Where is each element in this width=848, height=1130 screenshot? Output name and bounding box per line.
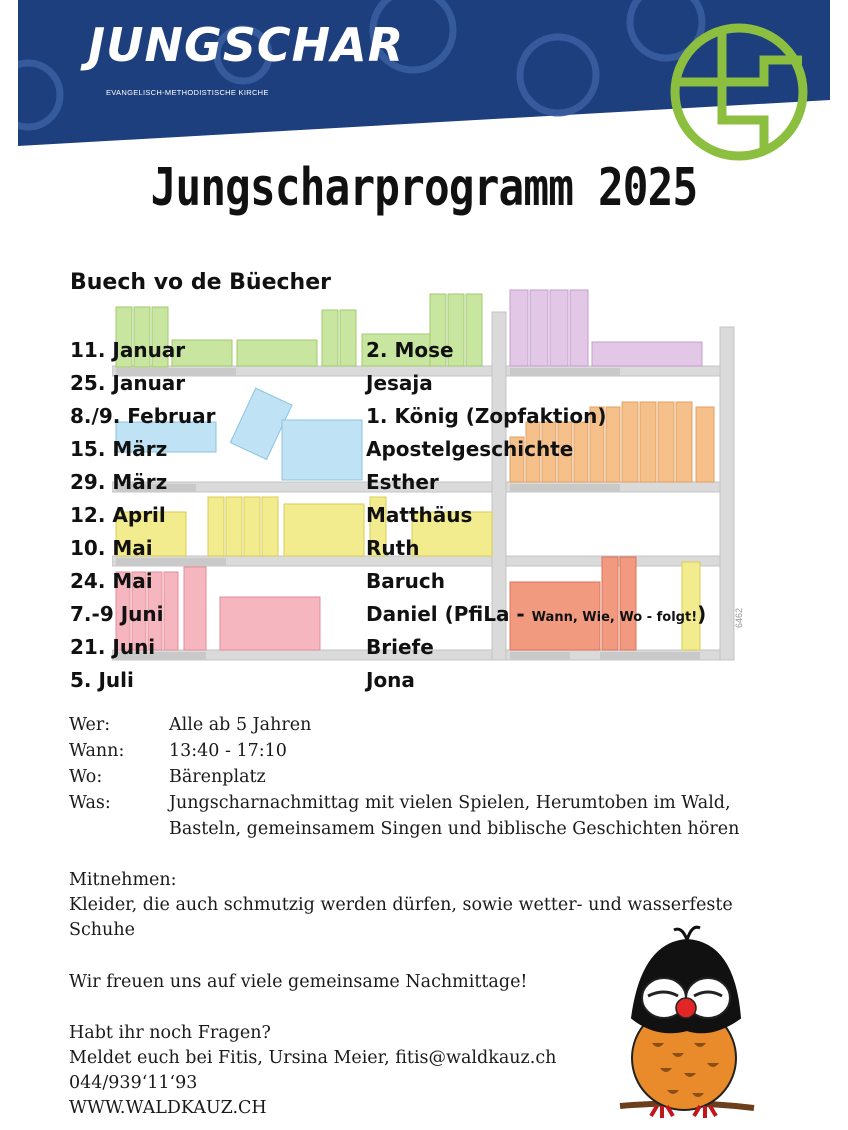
- schedule-topic: Jesaja: [366, 371, 433, 395]
- schedule-date: 8./9. Februar: [70, 404, 216, 428]
- image-number: 6462: [734, 607, 744, 628]
- schedule-topic: 2. Mose: [366, 338, 454, 362]
- contact-line: Meldet euch bei Fitis, Ursina Meier, fitis@waldkauz.ch: [69, 1048, 557, 1068]
- info-label: Wer:: [69, 715, 111, 735]
- closing-text: Wir freuen uns auf viele gemeinsame Nachmittage!: [69, 972, 528, 992]
- bring-line-1: Kleider, die auch schmutzig werden dürfen, sowie wetter- und wasserfeste: [69, 895, 733, 915]
- schedule-date: 29. März: [70, 470, 168, 494]
- info-value: Alle ab 5 Jahren: [169, 715, 312, 735]
- schedule-topic: Esther: [366, 470, 439, 494]
- schedule-topic-main: Daniel (PfiLa -: [366, 602, 532, 626]
- schedule-date: 5. Juli: [70, 668, 134, 692]
- schedule-topic: 1. König (Zopfaktion): [366, 404, 607, 428]
- contact-phone: 044/939‘11‘93: [69, 1073, 198, 1093]
- schedule-row: [70, 569, 770, 602]
- schedule-date: 12. April: [70, 503, 166, 527]
- schedule-date: 25. Januar: [70, 371, 186, 395]
- logo-subtitle: EVANGELISCH-METHODISTISCHE KIRCHE: [106, 88, 269, 97]
- contact-question: Habt ihr noch Fragen?: [69, 1023, 271, 1043]
- schedule-date: 21. Juni: [70, 635, 156, 659]
- schedule-topic: Apostelgeschichte: [366, 437, 574, 461]
- info-value: 13:40 - 17:10: [169, 741, 287, 761]
- info-value: Bärenplatz: [169, 767, 266, 787]
- schedule-topic: Jona: [366, 668, 415, 692]
- schedule-row: [70, 503, 770, 536]
- info-value-continued: Basteln, gemeinsamem Singen und biblische Geschichten hören: [169, 819, 740, 839]
- schedule-topic: Matthäus: [366, 503, 473, 527]
- schedule-row: [70, 602, 770, 635]
- info-label: Was:: [69, 793, 111, 813]
- contact-website: WWW.WALDKAUZ.CH: [69, 1098, 267, 1118]
- schedule-row: [70, 470, 770, 503]
- schedule-topic-end: ): [697, 602, 707, 626]
- schedule-row: [70, 338, 770, 371]
- schedule-date: 24. Mai: [70, 569, 153, 593]
- schedule-date: 11. Januar: [70, 338, 186, 362]
- owl-mascot-icon: [612, 918, 762, 1123]
- schedule-topic: Ruth: [366, 536, 420, 560]
- schedule-date: 15. März: [70, 437, 168, 461]
- bring-heading: Mitnehmen:: [69, 870, 177, 890]
- schedule-topic: [366, 602, 706, 626]
- schedule-date: 10. Mai: [70, 536, 153, 560]
- schedule-row: [70, 635, 770, 668]
- program-subtitle: Buech vo de Büecher: [70, 270, 331, 295]
- schedule-topic-note: Wann, Wie, Wo - folgt!: [531, 610, 698, 625]
- schedule-row: [70, 404, 770, 437]
- schedule-row: [70, 536, 770, 569]
- schedule-topic: Baruch: [366, 569, 445, 593]
- info-value: Jungscharnachmittag mit vielen Spielen, Herumtoben im Wald,: [169, 793, 731, 813]
- cross-in-circle-icon: [664, 20, 814, 165]
- schedule-list: [70, 338, 770, 701]
- bring-line-2: Schuhe: [69, 920, 135, 940]
- schedule-date: 7.-9 Juni: [70, 602, 164, 626]
- logo-text: JUNGSCHAR: [88, 18, 405, 72]
- info-label: Wann:: [69, 741, 125, 761]
- page-title: Jungscharprogramm 2025: [150, 158, 698, 218]
- schedule-row: [70, 371, 770, 404]
- schedule-row: [70, 437, 770, 470]
- info-label: Wo:: [69, 767, 103, 787]
- schedule-topic: Briefe: [366, 635, 434, 659]
- schedule-row: [70, 668, 770, 701]
